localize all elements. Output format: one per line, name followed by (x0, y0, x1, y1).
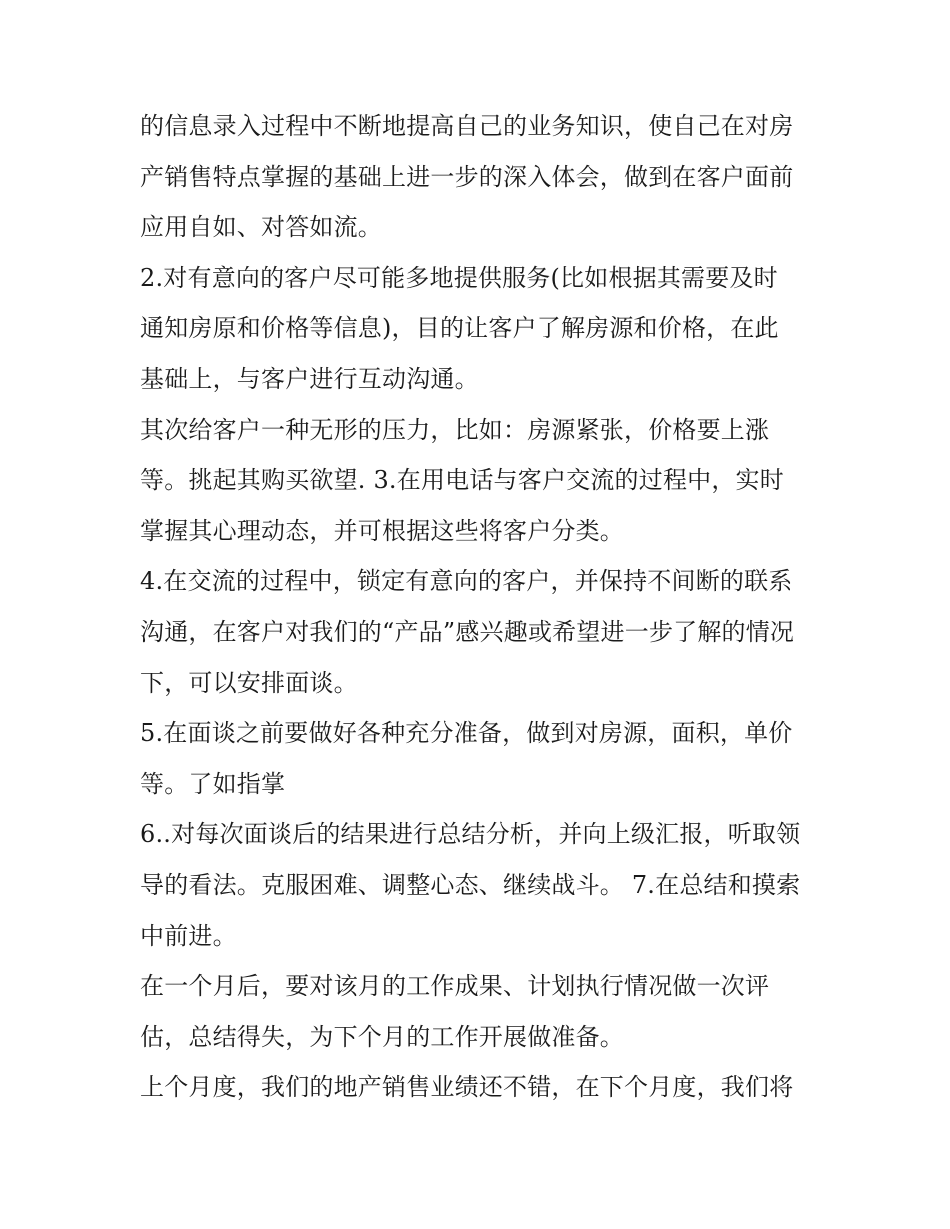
text-line: 应用自如、对答如流。 (140, 213, 382, 242)
text-line: 上个月度，我们的地产销售业绩还不错，在下个月度，我们将 (140, 1073, 794, 1102)
text-line: 在一个月后，要对该月的工作成果、计划执行情况做一次评 (140, 972, 770, 1001)
text-line: 的信息录入过程中不断地提高自己的业务知识，使自己在对房 (140, 112, 794, 140)
text-line: 导的看法。克服困难、调整心态、继续战斗。 7.在总结和摸索 (140, 870, 801, 899)
text-line: 4.在交流的过程中，锁定有意向的客户，并保持不间断的联系 (140, 567, 793, 596)
text-line: 通知房原和价格等信息)，目的让客户了解房源和价格，在此 (140, 314, 779, 343)
text-line: 基础上，与客户进行互动沟通。 (140, 364, 479, 393)
text-line: 掌握其心理动态，并可根据这些将客户分类。 (140, 516, 624, 545)
text-line: 沟通，在客户对我们的“产品”感兴趣或希望进一步了解的情况 (140, 617, 795, 646)
text-line: 估，总结得失，为下个月的工作开展做准备。 (140, 1022, 624, 1051)
text-line: 2.对有意向的客户尽可能多地提供服务(比如根据其需要及时 (140, 263, 778, 292)
text-line: 下，可以安排面谈。 (140, 668, 358, 697)
text-line: 其次给客户一种无形的压力，比如：房源紧张，价格要上涨 (140, 415, 770, 444)
text-line: 等。了如指掌 (140, 769, 286, 798)
text-line: 5.在面谈之前要做好各种充分准备，做到对房源，面积，单价 (140, 719, 793, 748)
text-line: 中前进。 (140, 921, 237, 950)
document-body (140, 101, 820, 1113)
text-line: 产销售特点掌握的基础上进一步的深入体会，做到在客户面前 (140, 162, 794, 191)
text-line: 等。挑起其购买欲望. 3.在用电话与客户交流的过程中，实时 (140, 466, 784, 495)
text-line: 6..对每次面谈后的结果进行总结分析，并向上级汇报，听取领 (140, 820, 801, 849)
